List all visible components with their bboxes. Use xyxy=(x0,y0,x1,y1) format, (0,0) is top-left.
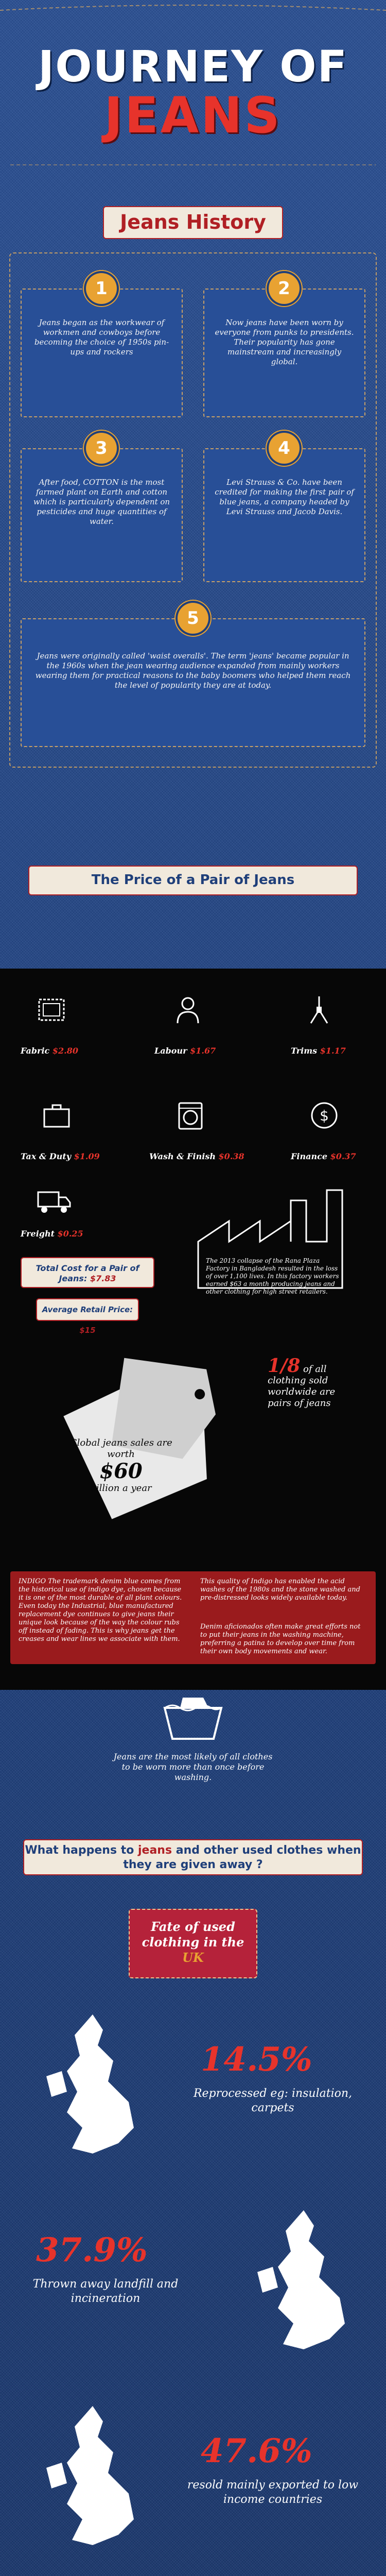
global-sales-unit: billion a year xyxy=(90,1483,152,1494)
hand-wash-icon xyxy=(160,1687,226,1744)
fate-badge xyxy=(129,1909,257,1978)
cost-tax xyxy=(21,1151,100,1161)
retail-price-label: Average Retail Price: xyxy=(42,1305,133,1314)
history-number-3: 3 xyxy=(86,433,117,464)
fraction-value: 1/8 xyxy=(268,1355,301,1377)
history-card-2-text: Now jeans have been worn by everyone from punks to presidents. Their popularity has gone mainstream and increasingly global. xyxy=(215,318,354,366)
retail-price-value: $15 xyxy=(79,1326,96,1335)
cost-trims-label: Trims xyxy=(291,1046,318,1056)
cost-fabric-label: Fabric xyxy=(21,1046,50,1056)
global-sales xyxy=(67,1437,175,1494)
fraction-stat xyxy=(268,1355,360,1409)
price-heading-text: The Price of a Pair of Jeans xyxy=(91,872,295,888)
used-heading-part2: and other used clothes when they are given away ? xyxy=(123,1844,361,1871)
history-heading xyxy=(103,206,283,239)
cost-wash-value: $0.38 xyxy=(218,1151,244,1161)
total-cost-value: $7.83 xyxy=(90,1274,116,1283)
fate-line3: UK xyxy=(182,1950,204,1965)
indigo-text-left: INDIGO The trademark denim blue comes from the historical use of indigo dye, chosen because it is one of the most durable of all plant colours. Even today the Industrial, blue manufactured replacement dye continues to give jeans their unique look because of the way the colour rubs off instead of fading. This is why jeans get the creases and wear lines we associate with them. xyxy=(19,1578,182,1643)
global-sales-label: Global jeans sales are worth xyxy=(69,1437,172,1460)
cost-freight-label: Freight xyxy=(21,1229,55,1239)
cost-freight-value: $0.25 xyxy=(57,1229,83,1239)
title-line1: JOURNEY OF xyxy=(38,41,348,92)
header-stitching xyxy=(0,0,386,170)
truck-icon xyxy=(36,1185,72,1216)
used-heading-accent: jeans xyxy=(138,1844,172,1857)
zipper-icon xyxy=(304,994,335,1025)
svg-text:$: $ xyxy=(320,1107,329,1124)
history-card-4 xyxy=(203,448,365,582)
cost-wash xyxy=(149,1151,244,1161)
fate-line1: Fate of used xyxy=(151,1919,235,1934)
cost-labour-value: $1.67 xyxy=(190,1046,216,1056)
history-card-4-text: Levi Strauss & Co. have been credited for making the first pair of blue jeans, a company headed by Levi Strauss and Jacob Davis. xyxy=(215,478,354,516)
stat-reprocessed-text: Reprocessed eg: insulation, carpets xyxy=(193,2087,353,2114)
stat-resold-value: 47.6% xyxy=(201,2432,312,2470)
history-card-5 xyxy=(21,618,365,747)
stat-landfill-text: Thrown away landfill and incineration xyxy=(32,2278,179,2305)
briefcase-icon xyxy=(41,1100,72,1131)
cost-freight xyxy=(21,1229,83,1239)
history-number-1: 1 xyxy=(86,273,117,304)
fraction-text: of all clothing sold worldwide are pairs of jeans xyxy=(268,1364,336,1409)
cost-fabric-value: $2.80 xyxy=(52,1046,78,1056)
stat-reprocessed-value: 14.5% xyxy=(201,2040,312,2079)
title-line2: JEANS xyxy=(104,87,282,144)
fabric-icon xyxy=(36,994,67,1025)
stat-landfill-value: 37.9% xyxy=(36,2231,148,2269)
cost-wash-label: Wash & Finish xyxy=(149,1151,216,1161)
history-card-3-text: After food, COTTON is the most farmed plant on Earth and cotton which is particularly dependent on pesticides and huge quantities of water. xyxy=(33,478,170,526)
cost-trims-value: $1.17 xyxy=(320,1046,346,1056)
cost-trims xyxy=(291,1046,346,1056)
washing-machine-icon xyxy=(175,1100,206,1131)
history-number-5: 5 xyxy=(178,603,208,634)
fate-line2: clothing in the xyxy=(142,1935,244,1950)
stat-resold-text: resold mainly exported to low income countries xyxy=(187,2479,359,2506)
factory-text: The 2013 collapse of the Rana Plaza Factory in Bangladesh resulted in the loss of over 1,100 lives. In this factory workers earned $63 a month producing jeans and other clothing for high street retailers. xyxy=(206,1257,339,1295)
indigo-text-right-1: This quality of Indigo has enabled the acid washes of the 1980s and the stone washed and pre-distressed looks widely available today. xyxy=(200,1578,360,1602)
cost-labour xyxy=(154,1046,216,1056)
uk-map-icon-3 xyxy=(31,2401,154,2555)
price-heading xyxy=(28,866,358,895)
history-card-1 xyxy=(21,289,183,417)
dollar-coin-icon xyxy=(309,1100,340,1131)
cost-finance xyxy=(291,1151,356,1161)
uk-map-icon-1 xyxy=(31,2009,154,2164)
cost-finance-value: $0.37 xyxy=(330,1151,356,1161)
used-heading-part1: What happens to xyxy=(25,1844,134,1857)
total-cost-box xyxy=(21,1257,154,1288)
history-number-4: 4 xyxy=(269,433,300,464)
cost-finance-label: Finance xyxy=(291,1151,327,1161)
history-card-1-text: Jeans began as the workwear of workmen and cowboys before becoming the choice of 1950s pin-ups and rockers xyxy=(34,318,169,357)
wash-text: Jeans are the most likely of all clothes to be worn more than once before washing. xyxy=(113,1752,273,1782)
uk-map-icon-2 xyxy=(242,2205,365,2360)
cost-tax-value: $1.09 xyxy=(74,1151,100,1161)
history-card-3 xyxy=(21,448,183,582)
worker-icon xyxy=(172,994,203,1025)
total-cost-label: Total Cost for a Pair of Jeans: xyxy=(36,1263,139,1283)
used-heading xyxy=(23,1839,363,1875)
history-card-2 xyxy=(203,289,365,417)
global-sales-value: $60 xyxy=(99,1459,143,1483)
history-card-5-text: Jeans were originally called 'waist overalls'. The term 'jeans' became popular in the 1960s when the jean wearing audience expanded from mainly workers wearing them for practical reasons to the baby boomers who helped them reach the level of popularity they are at today. xyxy=(35,651,351,690)
cost-labour-label: Labour xyxy=(154,1046,187,1056)
cost-fabric xyxy=(21,1046,78,1056)
history-number-2: 2 xyxy=(269,273,300,304)
indigo-text-right-2: Denim aficionados often make great efforts not to put their jeans in the washing machine, preferring a patina to develop over time from their own body movements and wear. xyxy=(200,1623,361,1655)
cost-tax-label: Tax & Duty xyxy=(21,1151,72,1161)
history-heading-text: Jeans History xyxy=(120,211,266,233)
retail-price-box xyxy=(36,1298,139,1335)
